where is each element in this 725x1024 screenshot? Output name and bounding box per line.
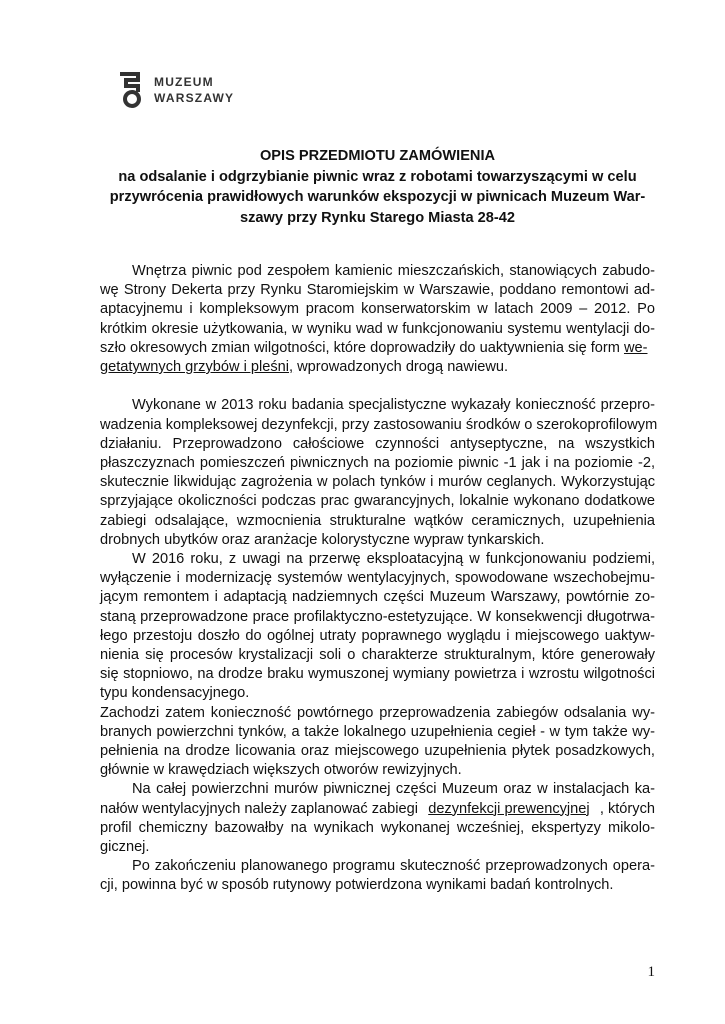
paragraph-2-line: wadzenia kompleksowej dezynfekcji, przy zastosowaniu środków o szerokoprofilowym <box>100 416 658 433</box>
paragraph-1-line: krótkim okresie użytkowania, w wyniku wad w funkcjonowaniu systemu wentylacji do- <box>100 320 655 337</box>
paragraph-3-line: wyłączenie i modernizację systemów wentylacyjnych, spowodowane wszechobejmu- <box>100 570 655 587</box>
paragraph-2-line: sprzyjające okoliczności podczas prac gwarancyjnych, lokalnie wykonano dodatkowe <box>100 493 655 510</box>
title-line: szawy przy Rynku Starego Miasta 28-42 <box>240 209 515 226</box>
paragraph-6-line: cji, powinna być w sposób rutynowy potwierdzona wynikami badań kontrolnych. <box>100 877 614 894</box>
paragraph-3-line: W 2016 roku, z uwagi na przerwę eksploatacyjną w funkcjonowaniu podziemi, <box>132 551 655 568</box>
paragraph-5-line: profil chemiczny bazowałby na wynikach wykonanej wcześniej, ekspertyzy mikolo- <box>100 819 655 836</box>
paragraph-5-line: Na całej powierzchni murów piwnicznej części Muzeum oraz w instalacjach ka- <box>132 781 655 798</box>
paragraph-1-text: wprowadzonych drogą nawiewu. <box>293 359 509 376</box>
logo-line-2: WARSZAWY <box>154 91 235 105</box>
paragraph-1-line: wę Strony Dekerta przy Rynku Staromiejskim w Warszawie, poddano remontowi ad- <box>100 282 655 299</box>
logo-wordmark <box>154 74 234 106</box>
paragraph-3-line: nienia się procesów krystalizacji soli o charakterze strukturalnym, które generowały <box>100 647 655 664</box>
paragraph-3-line: typu kondensacyjnego. <box>100 685 250 702</box>
paragraph-4-line: Zachodzi zatem konieczność powtórnego przeprowadzenia zabiegów odsalania wy- <box>100 704 655 721</box>
paragraph-3-line: łego przestoju doszło do ogólnej utraty poprawnego wyglądu i miejscowego uaktyw- <box>100 627 655 644</box>
paragraph-4-line: głównie w krawędziach większych otworów rewizyjnych. <box>100 762 462 779</box>
underlined-term: dezynfekcji prewencyjnej <box>428 800 590 817</box>
title-line: na odsalanie i odgrzybianie piwnic wraz z robotami towarzyszącymi w celu <box>118 168 637 185</box>
document-title <box>100 146 655 228</box>
title-line: OPIS PRZEDMIOTU ZAMÓWIENIA <box>259 148 496 164</box>
paragraph-5-text: nałów wentylacyjnych należy zaplanować zabiegi <box>100 800 418 817</box>
underlined-term: getatywnych grzybów i pleśni, <box>100 359 294 376</box>
paragraph-1-text: szło okresowych zmian wilgotności, które doprowadziły do uaktywnienia się form <box>100 339 624 356</box>
document-body <box>100 262 658 896</box>
paragraph-3-line: staną przeprowadzone prace profilaktyczno-estetyzujące. W konsekwencji długotrwa- <box>100 608 655 625</box>
paragraph-1-line: aptacyjnemu i kompleksowym pracom konserwatorskim w latach 2009 – 2012. Po <box>100 301 655 318</box>
paragraph-3-line: jącym remontem i adaptacją nadziemnych części Muzeum Warszawy, powtórnie zo- <box>100 589 655 606</box>
paragraph-4-line: branych powierzchni tynków, a także lokalnego uzupełnienia cegieł - w tym także wy- <box>100 723 655 740</box>
paragraph-5-text: , których <box>599 800 655 817</box>
paragraph-5-line <box>100 800 655 819</box>
paragraph-2-line: działaniu. Przeprowadzono całościowe czynności antyseptyczne, na wszystkich <box>100 435 655 452</box>
underlined-term: we- <box>623 339 648 356</box>
paragraph-2-line: skutecznie likwidując zagrożenia w polach tynków i murów ceglanych. Wykorzystując <box>100 474 655 491</box>
paragraph-2-line: drobnych ubytków oraz aranżacje kolorystyczne wypraw tynkarskich. <box>100 531 545 548</box>
paragraph-3-line: się stopniowo, na drodze braku wymuszonej wymiany powietrza i wzrostu wilgotności <box>100 666 655 683</box>
paragraph-5-line: gicznej. <box>100 839 150 856</box>
title-line: przywrócenia prawidłowych warunków ekspozycji w piwnicach Muzeum War- <box>109 189 646 205</box>
paragraph-1-line: Wnętrza piwnic pod zespołem kamienic mieszczańskich, stanowiących zabudo- <box>132 263 655 279</box>
paragraph-1-line <box>100 358 655 377</box>
paragraph-4-line: pełnienia na drodze licowania oraz miejscowego uzupełnienia płytek posadzkowych, <box>100 743 655 760</box>
page-number: 1 <box>647 964 655 980</box>
paragraph-2-line: zabiegi odsalające, wzmocnienia strukturalne wątków ceramicznych, uzupełnienia <box>100 512 655 529</box>
logo-line-1: MUZEUM <box>154 75 214 89</box>
paragraph-6-line: Po zakończeniu planowanego programu skuteczność przeprowadzonych opera- <box>132 858 655 875</box>
paragraph-2-line: Wykonane w 2013 roku badania specjalistyczne wykazały konieczność przepro- <box>132 397 655 414</box>
museum-logo <box>118 72 238 116</box>
museum-logo-icon <box>118 72 148 108</box>
paragraph-2-line: płaszczyznach pomieszczeń piwnicznych na poziomie piwnic -1 jak i na poziomie -2, <box>100 455 655 472</box>
paragraph-1-line <box>100 339 655 358</box>
